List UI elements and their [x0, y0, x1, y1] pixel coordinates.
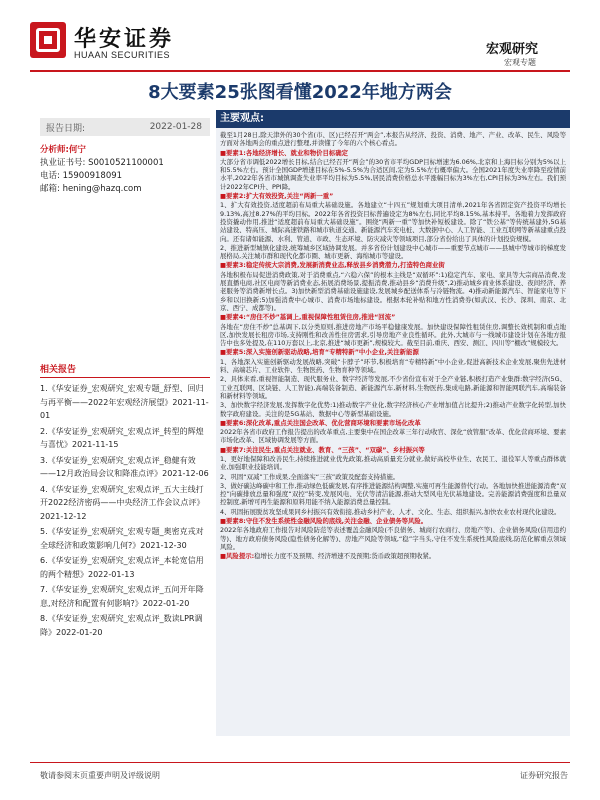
key-point-paragraph: 1、更好地保障和改善民生,持续推进就业优先政策,推动高质量充分就业,做好高校毕业生、农民工、退役军人等重点群体就业,加强职业技能培训。 — [220, 454, 566, 472]
key-point-heading: ■要素7:关注民生,重点关注就业、教育、“三孩”、“双碳”、乡村振兴等 — [220, 445, 425, 454]
page-header — [0, 0, 600, 66]
related-reports-title: 相关报告 — [40, 362, 210, 378]
key-point-paragraph: 3、加快数字经济发展,发挥数字化优势:1)推动数字产业化,数字经济核心产业增加值占比提升;2)推动产业数字化转型,加快数字政府建设。关注的是5G基站、数据中心等新型基础设施。 — [220, 401, 566, 418]
brand-name-en: HUAAN SECURITIES — [74, 50, 171, 60]
risk-warning-text: 稳增长力度不及预期、经济增速不及预期;货币政策超预期收紧。 — [254, 552, 436, 561]
related-report-item[interactable]: 7.《华安证券_宏观研究_宏观点评_五问开年降息,对经济和配置有何影响?》2022-01-20 — [40, 585, 204, 608]
risk-warning-tag: ■风险提示: — [220, 552, 255, 561]
related-report-item[interactable]: 5.《华安证券_宏观研究_宏观专题_奥密克戎对全球经济和政策影响几何?》2021-12-30 — [40, 527, 204, 550]
key-point-paragraph: 2、具体来看,重视智能制造、现代服务业、数字经济等发展,不少省份宣布对于全产业链,积极打造产业集群:数字经济(5G、工业互联网、区块链、人工智能),高端装备制造、新能源汽车,新材料,生物医药,集成电路,新能源和智能网联汽车,高端装备和新材料等领域。 — [220, 375, 566, 400]
analyst-phone: 电话: 15900918091 — [40, 171, 123, 181]
footer-divider — [30, 762, 570, 763]
key-point-paragraph: 2、巩固“双减”工作成果,全面落实“三孩”政策及配套支持措施。 — [220, 472, 400, 481]
key-point-paragraph: 2022年各省市政府工作报告提出的改革重点,主要集中在国企改革三年行动收官、深化“放管服”改革、优化营商环境、要素市场化改革、区域协调发展等方面。 — [220, 428, 566, 445]
header-divider — [30, 70, 570, 72]
key-point-heading: ■要素1:各地经济增长、就业和物价目标确定 — [220, 148, 349, 157]
key-points-title: 主要观点: — [216, 110, 570, 128]
risk-warning — [220, 552, 566, 560]
analyst-name: 分析师:何宁 — [40, 145, 86, 155]
related-report-item[interactable]: 8.《华安证券_宏观研究_宏观点评_数读LPR调降》2022-01-20 — [40, 614, 203, 637]
report-subtype: 宏观专题 — [504, 58, 536, 67]
analyst-info — [40, 144, 210, 196]
report-title: 8大要素25张图看懂2022年地方两会 — [148, 82, 452, 103]
key-point-paragraph: 3、做好碳达峰碳中和工作,推动绿色低碳发展,有序推进能源结构调整,实施可再生能源替代行动。各地加快推进能源消费“双控”向碳排放总量和强度“双控”转变,发展风电、光伏等清洁能源,推动大型风电光伏基地建设。完善能源消费强度和总量双控制度,新增可再生能源和原料用能不纳入能源消费总量控制。 — [220, 481, 566, 507]
key-point-heading: ■要素2:扩大有效投资,关注“两新一重” — [220, 192, 334, 201]
key-point-paragraph: 大部分省市调低2022增长目标,结合已经召开“两会”的30省市平均GDP目标增速为6.06%,北京和上海目标分别为5%以上和5.5%左右。预计全国GDP增速目标在5%-5.5%为合适区间,定为5.5%左右概率偏大。全国2021年度失业率降至疫情前水平,2022年各省市城镇调查失业率平均目标为5.5%,居民消费价格总水平涨幅目标为3%左右,CPI目标为3%左右。我们预计2022年CPI升、PPI降。 — [220, 157, 566, 191]
analyst-email[interactable]: 邮箱: hening@hazq.com — [40, 184, 142, 194]
key-points-body — [216, 128, 570, 736]
report-type: 宏观研究 — [485, 42, 538, 57]
footer-disclaimer: 敬请参阅末页重要声明及评级说明 — [40, 771, 160, 780]
report-date-bar — [40, 118, 210, 136]
key-point-paragraph: 截至1月28日,除天津外的30个省(市、区)已经召开“两会”,本报告从经济、投资、消费、地产、产业、改革、民生、风险等方面对各地两会的重点进行整理,并读懂了今年的六个核心看点。 — [220, 131, 566, 148]
key-point-paragraph: 各地在“房住不炒”总基调下,以分类原则,推进房地产市场平稳健康发展。加快建设保障性租赁住房,调整长效机制和重点地区,加快发展长租房市场,支持刚性和改善性住房需求,引导房地产业良性循环。此外,大城市与一线城市建设计划在各地方报告中也多处提及,在110万套以上,北京,推进“城市更新”,规模较大。截至目前,重庆、西安、测江、四川等“棚改”规模较大。 — [220, 322, 566, 348]
related-report-item[interactable]: 1.《华安证券_宏观研究_宏观专题_舒型、回归与再平衡——2022年宏观经济展望》2021-11-01 — [40, 384, 209, 420]
footer-label: 证券研究报告 — [520, 771, 568, 780]
key-point-paragraph: 各地积极布局促进消费政策,对于消费重点,“六稳六保”的根本主线是“双循环”:1)稳定汽车、家电、家具等大宗商品消费,发展直播电商,社区电商等新消费业态,拓展消费场景,提振消费,推动县乡“消费升级”,2)推动城乡商业体系建设、夜间经济、养老服务等消费新增长点。3)加快新型消费基础设施建设,发展城乡配送体系与冷链物流。4)推动新能源汽车、智能家电等下乡和以旧换新;5)加强消费中心城市、消费市场地标建设。根据本轮补贴和地方性消费券(如武汉、长沙、深圳、南京、北京、西宁、成都等)。 — [220, 270, 566, 312]
key-point-paragraph: 2、推进新型城镇化建设,统筹城乡区域协调发展。并多省份计划建设中心城市——重要节点城市——县城中等城市的梯度发展格局,关注城市群和现代化都市圈、城市更新、海绵城市等建设。 — [220, 243, 566, 261]
key-point-paragraph: 1、扩大有效投资,适度超前布局重大基础设施。各地建立“十四五”规划重大项目清单,2021年各省固定资产投资平均增长9.13%,高过8.27%的平均目标。2022年各省投资目标普遍设定为8%左右,同比平均8.15%,基本持平。各地着力发挥政府投资撬动作用,推进“适度超前布局重大基础设施”。围绕“两新一重”等加快补短板建设。除了“铁公基”等传统基建外,5G基站建设、特高压、城际高速铁路和城市轨道交通、新能源汽车充电桩、大数据中心、人工智能、工业互联网等新基建重点投向。还有诸如能源、水利、管道、市政、生态环境、防灾减灾等领域项目,部分省份给出了具体的计划投资规模。 — [220, 201, 566, 243]
report-date-label: 报告日期: — [46, 123, 86, 134]
related-report-item[interactable]: 2.《华安证券_宏观研究_宏观点评_转型的辉煌与喜忧》2021-11-15 — [40, 426, 204, 449]
key-point-paragraph: 4、巩固拓展脱贫攻坚成果同乡村振兴有效衔接,推动乡村产业、人才、文化、生态、组织振兴,加快农业农村现代化建设。 — [220, 507, 561, 516]
key-points-panel — [216, 110, 570, 736]
key-point-paragraph: 1、各地深入实施创新驱动发展战略,突破“卡脖子”环节,积极培育“专精特新”中小企业,促进高新技术企业发展,聚焦先进材料、高端芯片、工业软件、生物医药、生物育种等领域。 — [220, 357, 566, 375]
company-logo-icon — [30, 22, 66, 58]
report-date-value: 2022-01-28 — [149, 122, 202, 132]
key-point-heading: ■要素5:深入实施创新驱动战略,培育“专精特新”中小企业,关注新能源 — [220, 348, 419, 357]
key-point-heading: ■要素6:深化改革,重点关注国企改革、优化营商环境和要素市场化改革 — [220, 418, 421, 427]
related-report-item[interactable]: 4.《华安证券_宏观研究_宏观点评_五大主线打开2022经济密码——中央经济工作会议点评》2021-12-12 — [40, 484, 205, 521]
related-reports-list — [40, 382, 210, 639]
key-point-heading: ■要素3:稳定传统大宗消费,发展新消费业态,释放县乡消费潜力,打造特色商业街 — [220, 261, 445, 270]
key-point-heading: ■要素4:“房住不炒”基调上,重视保障性租赁住房,推进“回流” — [220, 313, 396, 322]
brand-name-cn: 华安证券 — [74, 26, 175, 52]
related-report-item[interactable]: 6.《华安证券_宏观研究_宏观点评_本轮宽信用的两个精想》2022-01-13 — [40, 556, 204, 579]
analyst-cert: 执业证书号: S0010521100001 — [40, 158, 164, 168]
related-report-item[interactable]: 3.《华安证券_宏观研究_宏观点评_稳健有效——12月政治局会议和降准点评》2021-12-06 — [40, 455, 209, 478]
left-sidebar — [40, 118, 210, 641]
key-point-paragraph: 2022年各地政府工作报告对风险防范等表述覆盖金融风险(不良债务、城商行农商行、房地产等)、企业债务风险(信用违约等)、地方政府债务风险(隐性债务化解等)、房地产风险等领域,“稳”字当头,守住不发生系统性风险底线,防范化解重点领域风险。 — [220, 526, 566, 551]
key-point-heading: ■要素8:守住不发生系统性金融风险的底线,关注金融、企业债务等风险。 — [220, 517, 428, 526]
